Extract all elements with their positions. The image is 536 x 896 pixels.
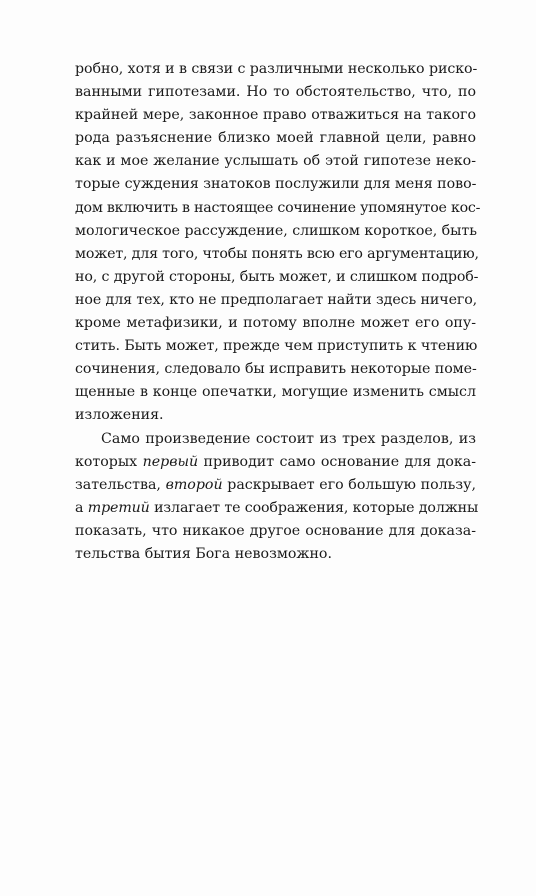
text-line: кроме метафизики, и потому вполне может его опу- [75, 315, 476, 332]
paragraph-1 [75, 58, 481, 428]
text-run: которых [75, 453, 143, 470]
text-line: рода разъяснение близко моей главной цели, равно [75, 130, 476, 147]
text-line: Само произведение состоит из трех разделов, из [101, 430, 476, 447]
text-line [75, 497, 479, 520]
text-line: сочинения, следовало бы исправить некоторые поме- [75, 361, 477, 378]
italic-term-third: третий [87, 499, 150, 516]
italic-term-first: первый [142, 453, 199, 470]
text-line: дом включить в настоящее сочинение упомянутое кос- [75, 199, 481, 216]
text-run: зательства, [75, 476, 166, 493]
text-run: раскрывает его большую пользу, [222, 476, 476, 493]
text-line: робно, хотя и в связи с различными несколько риско- [75, 61, 478, 77]
text-line: как и мое желание услышать об этой гипотезе неко- [75, 153, 476, 170]
text-line: стить. Быть может, прежде чем приступить к чтению [75, 338, 478, 355]
text-line [75, 451, 476, 474]
text-line: может, для того, чтобы понять всю его аргументацию, [75, 245, 479, 262]
text-line [75, 474, 476, 497]
body-text [75, 58, 481, 566]
text-line: щенные в конце опечатки, могущие изменить смысл [75, 384, 476, 401]
text-line: ное для тех, кто не предполагает найти здесь ничего, [75, 291, 478, 308]
text-run: приводит само основание для дока- [198, 453, 476, 470]
text-line: торые суждения знатоков послужили для меня пово- [75, 176, 477, 193]
italic-term-second: второй [165, 476, 223, 493]
paragraph-2 [75, 428, 479, 567]
text-run: излагает те соображения, которые должны [149, 499, 479, 516]
text-run: а [75, 499, 88, 516]
text-line: изложения. [75, 407, 164, 424]
text-line: мологическое рассуждение, слишком короткое, быть [75, 222, 477, 239]
text-line: тельства бытия Бога невозможно. [75, 545, 332, 562]
text-line: крайней мере, законное право отважиться на такого [75, 107, 476, 124]
text-line: но, с другой стороны, быть может, и слишком подроб- [75, 268, 479, 285]
text-line: показать, что никакое другое основание для доказа- [75, 522, 476, 539]
text-line: ванными гипотезами. Но то обстоятельство, что, по [75, 84, 476, 101]
